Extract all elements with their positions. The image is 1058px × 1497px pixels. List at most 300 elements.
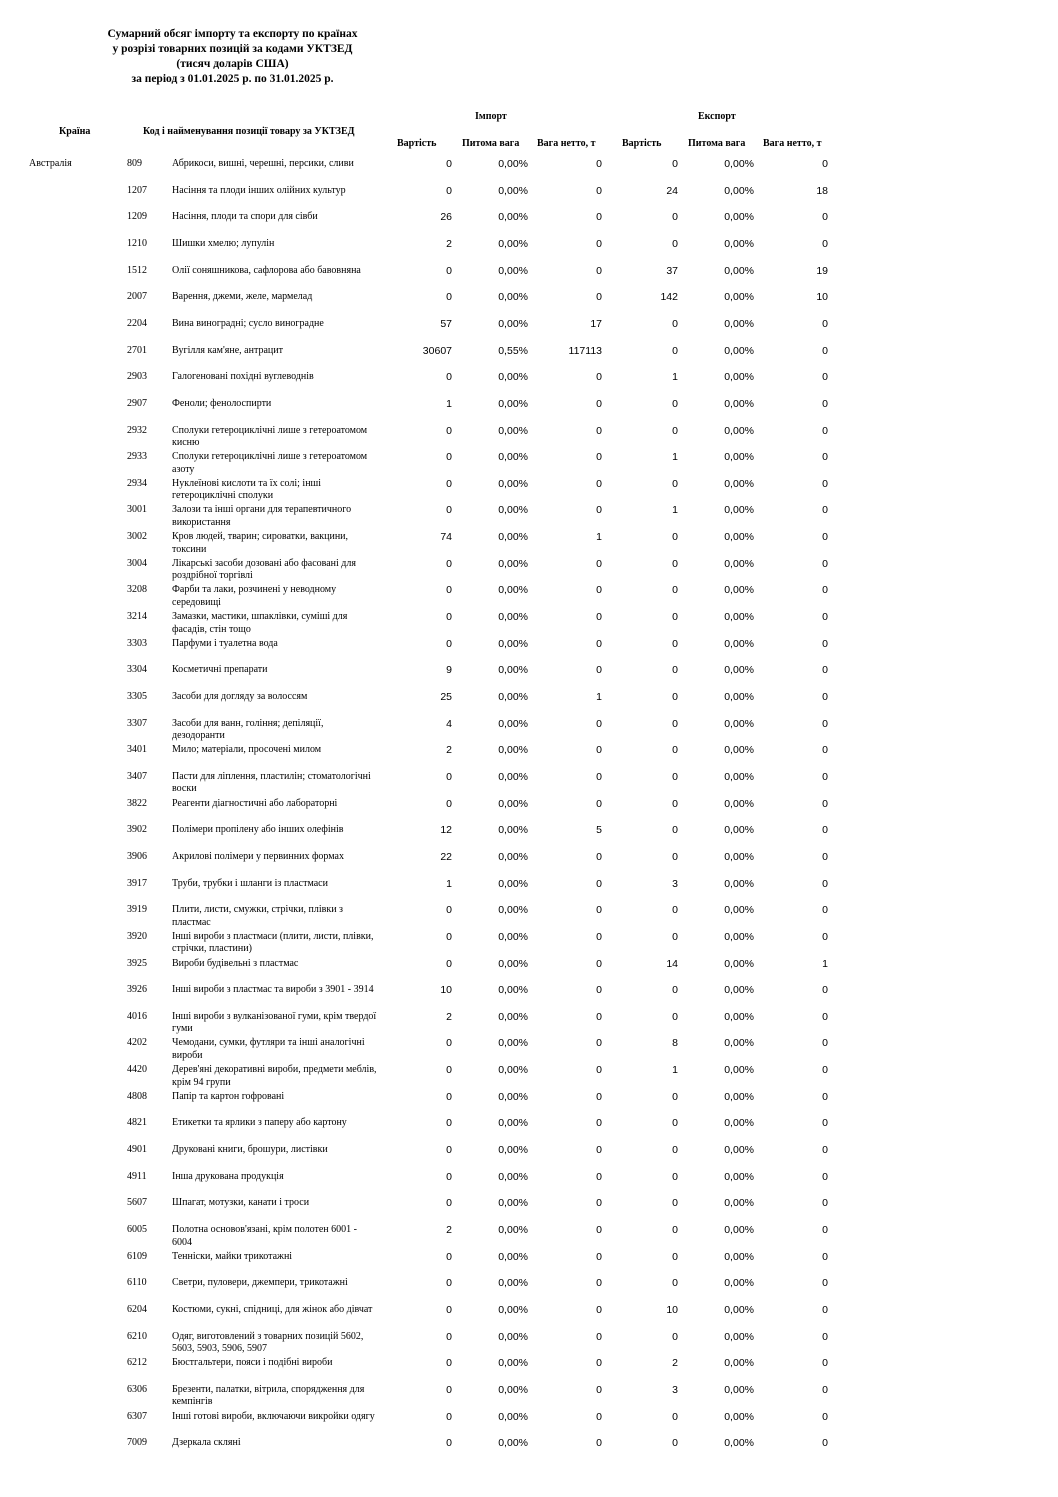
name-cell: Дерев'яні декоративні вироби, предмети меблів, крім 94 групи bbox=[172, 1064, 377, 1088]
import-value-cell: 0 bbox=[446, 1197, 452, 1210]
name-cell: Мило; матеріали, просочені милом bbox=[172, 744, 322, 756]
import-weight-cell: 0 bbox=[596, 397, 602, 410]
table-row bbox=[0, 638, 1058, 664]
import-value-cell: 22 bbox=[440, 850, 452, 863]
name-cell: Плити, листи, смужки, стрічки, плівки з пластмас bbox=[172, 904, 343, 928]
name-cell: Друковані книги, брошури, листівки bbox=[172, 1144, 328, 1156]
code-cell: 2204 bbox=[127, 317, 147, 329]
import-weight-cell: 0 bbox=[596, 264, 602, 277]
import-value-cell: 0 bbox=[446, 504, 452, 517]
table-row bbox=[0, 371, 1058, 397]
name-cell: Пасти для ліплення, пластилін; стоматологічні воски bbox=[172, 770, 371, 795]
import-weight-cell: 0 bbox=[596, 237, 602, 250]
table-row bbox=[0, 1384, 1058, 1410]
name-cell: Інші готові вироби, включаючи викройки одягу bbox=[172, 1410, 375, 1422]
export-share-cell: 0,00% bbox=[724, 424, 754, 437]
name-cell: Замазки, мастики, шпаклівки, суміші для фасадів, стін тощо bbox=[172, 611, 348, 635]
import-weight-cell: 0 bbox=[596, 211, 602, 224]
import-weight-cell: 0 bbox=[596, 504, 602, 517]
name-cell: Акрилові полімери у первинних формах bbox=[172, 850, 344, 862]
name-cell: Насіння, плоди та спори для сівби bbox=[172, 211, 318, 223]
code-cell: 3214 bbox=[127, 611, 147, 623]
export-value-cell: 10 bbox=[666, 1303, 678, 1316]
import-value-cell: 2 bbox=[446, 744, 452, 757]
export-share-cell: 0,00% bbox=[724, 1437, 754, 1450]
export-weight-cell: 0 bbox=[822, 611, 828, 624]
import-value-cell: 10 bbox=[440, 984, 452, 997]
code-cell: 3303 bbox=[127, 637, 147, 649]
export-share-cell: 0,00% bbox=[724, 797, 754, 810]
import-share-cell: 0,00% bbox=[498, 664, 528, 677]
header-export-share: Питома вага bbox=[688, 138, 746, 149]
import-share-cell: 0,00% bbox=[498, 1383, 528, 1396]
export-share-cell: 0,00% bbox=[724, 744, 754, 757]
export-value-cell: 0 bbox=[672, 317, 678, 330]
code-cell: 6109 bbox=[127, 1250, 147, 1262]
import-share-cell: 0,00% bbox=[498, 1250, 528, 1263]
import-weight-cell: 0 bbox=[596, 637, 602, 650]
export-value-cell: 0 bbox=[672, 584, 678, 597]
table-row bbox=[0, 584, 1058, 610]
import-weight-cell: 0 bbox=[596, 1010, 602, 1023]
export-weight-cell: 0 bbox=[822, 1410, 828, 1423]
table-row bbox=[0, 291, 1058, 317]
table-row bbox=[0, 1411, 1058, 1437]
import-value-cell: 2 bbox=[446, 1010, 452, 1023]
name-cell: Одяг, виготовлений з товарних позицій 5602, 5603, 5903, 5906, 5907 bbox=[172, 1330, 364, 1355]
import-weight-cell: 0 bbox=[596, 1064, 602, 1077]
import-value-cell: 0 bbox=[446, 1303, 452, 1316]
header-export-weight: Вага нетто, т bbox=[763, 138, 822, 149]
export-share-cell: 0,00% bbox=[724, 1037, 754, 1050]
code-cell: 4808 bbox=[127, 1090, 147, 1102]
import-weight-cell: 1 bbox=[596, 691, 602, 703]
name-cell: Залози та інші органи для терапевтичного використання bbox=[172, 504, 352, 528]
import-share-cell: 0,00% bbox=[498, 1037, 528, 1050]
export-share-cell: 0,00% bbox=[724, 637, 754, 650]
export-share-cell: 0,00% bbox=[724, 344, 754, 357]
import-weight-cell: 0 bbox=[596, 477, 602, 490]
export-value-cell: 0 bbox=[672, 1170, 678, 1183]
export-share-cell: 0,00% bbox=[724, 824, 754, 837]
header-country: Країна bbox=[59, 126, 91, 137]
export-value-cell: 2 bbox=[672, 1357, 678, 1370]
export-value-cell: 0 bbox=[672, 1144, 678, 1157]
table-row bbox=[0, 265, 1058, 291]
export-weight-cell: 0 bbox=[822, 930, 828, 943]
export-share-cell: 0,00% bbox=[724, 1330, 754, 1343]
export-value-cell: 1 bbox=[672, 451, 678, 464]
name-cell: Светри, пуловери, джемпери, трикотажні bbox=[172, 1277, 348, 1289]
export-value-cell: 0 bbox=[672, 237, 678, 250]
export-weight-cell: 0 bbox=[822, 158, 828, 170]
import-weight-cell: 0 bbox=[596, 1303, 602, 1316]
import-share-cell: 0,00% bbox=[498, 691, 528, 703]
import-value-cell: 0 bbox=[446, 797, 452, 810]
name-cell: Костюми, сукні, спідниці, для жінок або дівчат bbox=[172, 1303, 373, 1315]
import-value-cell: 0 bbox=[446, 1330, 452, 1343]
export-weight-cell: 0 bbox=[822, 1250, 828, 1263]
name-cell: Галогеновані похідні вуглеводнів bbox=[172, 371, 314, 383]
title-line-2: у розрізі товарних позицій за кодами УКТЗЕД bbox=[112, 43, 353, 55]
table-row bbox=[0, 558, 1058, 584]
table-row bbox=[0, 1064, 1058, 1090]
export-share-cell: 0,00% bbox=[724, 1197, 754, 1210]
import-weight-cell: 0 bbox=[596, 850, 602, 863]
import-share-cell: 0,00% bbox=[498, 637, 528, 650]
table-row bbox=[0, 211, 1058, 237]
header-import: Імпорт bbox=[475, 111, 507, 122]
import-value-cell: 0 bbox=[446, 904, 452, 917]
import-weight-cell: 0 bbox=[596, 930, 602, 943]
export-value-cell: 0 bbox=[672, 664, 678, 677]
export-share-cell: 0,00% bbox=[724, 1277, 754, 1290]
import-share-cell: 0,00% bbox=[498, 797, 528, 810]
export-weight-cell: 0 bbox=[822, 1277, 828, 1290]
export-share-cell: 0,00% bbox=[724, 264, 754, 277]
table-row bbox=[0, 451, 1058, 477]
import-share-cell: 0,00% bbox=[498, 371, 528, 384]
name-cell: Засоби для ванн, гоління; депіляції, дезодоранти bbox=[172, 717, 324, 742]
name-cell: Шишки хмелю; лупулін bbox=[172, 237, 275, 249]
export-value-cell: 3 bbox=[672, 1383, 678, 1396]
export-value-cell: 0 bbox=[672, 344, 678, 357]
import-share-cell: 0,00% bbox=[498, 264, 528, 277]
import-value-cell: 0 bbox=[446, 451, 452, 464]
import-share-cell: 0,00% bbox=[498, 531, 528, 544]
export-weight-cell: 0 bbox=[822, 824, 828, 837]
header-code-name: Код і найменування позиції товару за УКТЗЕД bbox=[143, 126, 355, 137]
import-share-cell: 0,00% bbox=[498, 504, 528, 517]
import-value-cell: 0 bbox=[446, 584, 452, 597]
import-weight-cell: 0 bbox=[596, 158, 602, 170]
export-weight-cell: 0 bbox=[822, 397, 828, 410]
table-row bbox=[0, 185, 1058, 211]
export-value-cell: 14 bbox=[666, 957, 678, 970]
export-weight-cell: 0 bbox=[822, 504, 828, 517]
table-row bbox=[0, 611, 1058, 637]
table-row bbox=[0, 1331, 1058, 1357]
table-row bbox=[0, 1224, 1058, 1250]
export-weight-cell: 0 bbox=[822, 744, 828, 757]
code-cell: 4016 bbox=[127, 1010, 147, 1022]
import-value-cell: 0 bbox=[446, 1250, 452, 1263]
export-share-cell: 0,00% bbox=[724, 1224, 754, 1236]
import-value-cell: 0 bbox=[446, 1037, 452, 1050]
export-share-cell: 0,00% bbox=[724, 957, 754, 970]
import-share-cell: 0,00% bbox=[498, 1303, 528, 1316]
export-value-cell: 0 bbox=[672, 1090, 678, 1103]
name-cell: Олії соняшникова, сафлорова або бавовняна bbox=[172, 264, 361, 276]
export-value-cell: 0 bbox=[672, 531, 678, 544]
export-value-cell: 37 bbox=[666, 264, 678, 277]
import-share-cell: 0,00% bbox=[498, 850, 528, 863]
import-value-cell: 26 bbox=[440, 211, 452, 224]
export-value-cell: 24 bbox=[666, 184, 678, 197]
table-row bbox=[0, 718, 1058, 744]
export-value-cell: 0 bbox=[672, 158, 678, 170]
export-share-cell: 0,00% bbox=[724, 1144, 754, 1157]
name-cell: Чемодани, сумки, футляри та інші аналогічні вироби bbox=[172, 1037, 365, 1061]
export-value-cell: 0 bbox=[672, 637, 678, 650]
import-value-cell: 0 bbox=[446, 611, 452, 624]
export-weight-cell: 0 bbox=[822, 1170, 828, 1183]
export-share-cell: 0,00% bbox=[724, 1117, 754, 1130]
code-cell: 1210 bbox=[127, 237, 147, 249]
import-share-cell: 0,00% bbox=[498, 1117, 528, 1130]
export-weight-cell: 0 bbox=[822, 1224, 828, 1236]
export-weight-cell: 0 bbox=[822, 1037, 828, 1050]
table-row bbox=[0, 345, 1058, 371]
name-cell: Шпагат, мотузки, канати і троси bbox=[172, 1197, 310, 1209]
import-value-cell: 0 bbox=[446, 1117, 452, 1130]
table-row bbox=[0, 1197, 1058, 1223]
import-share-cell: 0,00% bbox=[498, 744, 528, 757]
export-weight-cell: 0 bbox=[822, 904, 828, 917]
code-cell: 3305 bbox=[127, 691, 147, 702]
name-cell: Варення, джеми, желе, мармелад bbox=[172, 291, 313, 303]
name-cell: Бюстгальтери, пояси і подібні вироби bbox=[172, 1357, 333, 1369]
name-cell: Полімери пропілену або інших олефінів bbox=[172, 824, 344, 836]
import-value-cell: 30607 bbox=[422, 344, 452, 357]
import-value-cell: 4 bbox=[446, 717, 452, 730]
import-value-cell: 25 bbox=[440, 691, 452, 703]
export-weight-cell: 0 bbox=[822, 1383, 828, 1396]
import-weight-cell: 0 bbox=[596, 557, 602, 570]
code-cell: 3407 bbox=[127, 770, 147, 782]
import-value-cell: 0 bbox=[446, 264, 452, 277]
import-value-cell: 1 bbox=[446, 397, 452, 410]
export-share-cell: 0,00% bbox=[724, 1303, 754, 1316]
import-share-cell: 0,00% bbox=[498, 1357, 528, 1370]
name-cell: Полотна основов'язані, крім полотен 6001 - 6004 bbox=[172, 1224, 357, 1248]
import-share-cell: 0,00% bbox=[498, 770, 528, 783]
import-share-cell: 0,00% bbox=[498, 611, 528, 624]
export-weight-cell: 0 bbox=[822, 317, 828, 330]
import-share-cell: 0,00% bbox=[498, 1410, 528, 1423]
import-share-cell: 0,00% bbox=[498, 291, 528, 304]
import-value-cell: 0 bbox=[446, 557, 452, 570]
export-share-cell: 0,00% bbox=[724, 1250, 754, 1263]
export-value-cell: 1 bbox=[672, 371, 678, 384]
export-weight-cell: 1 bbox=[822, 957, 828, 970]
export-weight-cell: 0 bbox=[822, 211, 828, 224]
table-row bbox=[0, 425, 1058, 451]
code-cell: 6307 bbox=[127, 1410, 147, 1422]
import-share-cell: 0,00% bbox=[498, 1224, 528, 1236]
import-value-cell: 0 bbox=[446, 1144, 452, 1157]
table-row bbox=[0, 1037, 1058, 1063]
export-share-cell: 0,00% bbox=[724, 557, 754, 570]
name-cell: Тенніски, майки трикотажні bbox=[172, 1250, 293, 1262]
table-row bbox=[0, 1357, 1058, 1383]
export-weight-cell: 0 bbox=[822, 1117, 828, 1130]
import-value-cell: 0 bbox=[446, 1277, 452, 1290]
code-cell: 3920 bbox=[127, 930, 147, 942]
import-weight-cell: 17 bbox=[590, 317, 602, 330]
import-weight-cell: 0 bbox=[596, 371, 602, 384]
code-cell: 2933 bbox=[127, 451, 147, 463]
import-value-cell: 2 bbox=[446, 237, 452, 250]
name-cell: Вугілля кам'яне, антрацит bbox=[172, 344, 283, 356]
import-value-cell: 0 bbox=[446, 1064, 452, 1077]
import-share-cell: 0,00% bbox=[498, 237, 528, 250]
export-share-cell: 0,00% bbox=[724, 984, 754, 997]
name-cell: Вина виноградні; сусло виноградне bbox=[172, 317, 324, 329]
code-cell: 3304 bbox=[127, 664, 147, 676]
table-row bbox=[0, 798, 1058, 824]
export-share-cell: 0,00% bbox=[724, 504, 754, 517]
code-cell: 3001 bbox=[127, 504, 147, 516]
code-cell: 4901 bbox=[127, 1144, 147, 1156]
export-share-cell: 0,00% bbox=[724, 451, 754, 464]
header-import-weight: Вага нетто, т bbox=[537, 138, 596, 149]
import-value-cell: 0 bbox=[446, 1170, 452, 1183]
code-cell: 2903 bbox=[127, 371, 147, 383]
export-share-cell: 0,00% bbox=[724, 211, 754, 224]
import-value-cell: 0 bbox=[446, 1410, 452, 1423]
import-weight-cell: 0 bbox=[596, 664, 602, 677]
export-weight-cell: 0 bbox=[822, 424, 828, 437]
name-cell: Папір та картон гофровані bbox=[172, 1090, 285, 1102]
export-weight-cell: 0 bbox=[822, 451, 828, 464]
import-weight-cell: 0 bbox=[596, 1330, 602, 1343]
code-cell: 809 bbox=[127, 158, 142, 169]
name-cell: Парфуми і туалетна вода bbox=[172, 637, 278, 649]
export-share-cell: 0,00% bbox=[724, 1064, 754, 1077]
import-value-cell: 12 bbox=[440, 824, 452, 837]
import-weight-cell: 0 bbox=[596, 451, 602, 464]
export-value-cell: 0 bbox=[672, 557, 678, 570]
table-row bbox=[0, 1144, 1058, 1170]
name-cell: Нуклеїнові кислоти та їх солі; інші гетероциклічні сполуки bbox=[172, 477, 322, 502]
import-value-cell: 0 bbox=[446, 1090, 452, 1103]
import-share-cell: 0,00% bbox=[498, 1010, 528, 1023]
import-weight-cell: 0 bbox=[596, 797, 602, 810]
import-share-cell: 0,00% bbox=[498, 1197, 528, 1210]
export-value-cell: 0 bbox=[672, 1224, 678, 1236]
import-share-cell: 0,00% bbox=[498, 984, 528, 997]
import-weight-cell: 5 bbox=[596, 824, 602, 837]
export-value-cell: 0 bbox=[672, 904, 678, 917]
title-line-4: за період з 01.01.2025 р. по 31.01.2025 р. bbox=[131, 73, 334, 85]
table-row bbox=[0, 691, 1058, 717]
name-cell: Засоби для догляду за волоссям bbox=[172, 691, 308, 702]
import-share-cell: 0,00% bbox=[498, 1144, 528, 1157]
table-row bbox=[0, 1117, 1058, 1143]
export-value-cell: 0 bbox=[672, 984, 678, 997]
export-value-cell: 3 bbox=[672, 877, 678, 890]
table-row bbox=[0, 878, 1058, 904]
header-import-share: Питома вага bbox=[462, 138, 520, 149]
import-weight-cell: 0 bbox=[596, 1117, 602, 1130]
import-value-cell: 1 bbox=[446, 877, 452, 890]
import-value-cell: 0 bbox=[446, 184, 452, 197]
name-cell: Фарби та лаки, розчинені у неводному середовищі bbox=[172, 584, 337, 608]
import-value-cell: 9 bbox=[446, 664, 452, 677]
report-title bbox=[60, 27, 405, 87]
code-cell: 3926 bbox=[127, 984, 147, 996]
header-import-value: Вартість bbox=[397, 138, 437, 149]
export-value-cell: 8 bbox=[672, 1037, 678, 1050]
import-weight-cell: 0 bbox=[596, 291, 602, 304]
import-weight-cell: 0 bbox=[596, 1224, 602, 1236]
table-row bbox=[0, 478, 1058, 504]
import-weight-cell: 0 bbox=[596, 584, 602, 597]
table-row bbox=[0, 158, 1058, 184]
code-cell: 2932 bbox=[127, 424, 147, 436]
import-share-cell: 0,00% bbox=[498, 1330, 528, 1343]
export-share-cell: 0,00% bbox=[724, 611, 754, 624]
code-cell: 7009 bbox=[127, 1437, 147, 1449]
table-row bbox=[0, 1304, 1058, 1330]
table-row bbox=[0, 531, 1058, 557]
export-weight-cell: 0 bbox=[822, 1197, 828, 1210]
code-cell: 5607 bbox=[127, 1197, 147, 1209]
export-value-cell: 0 bbox=[672, 744, 678, 757]
code-cell: 2907 bbox=[127, 397, 147, 409]
table-row bbox=[0, 504, 1058, 530]
export-share-cell: 0,00% bbox=[724, 1383, 754, 1396]
code-cell: 4821 bbox=[127, 1117, 147, 1129]
export-share-cell: 0,00% bbox=[724, 1010, 754, 1023]
import-share-cell: 0,00% bbox=[498, 584, 528, 597]
export-weight-cell: 19 bbox=[816, 264, 828, 277]
code-cell: 1512 bbox=[127, 264, 147, 276]
code-cell: 3004 bbox=[127, 557, 147, 569]
import-value-cell: 2 bbox=[446, 1224, 452, 1236]
export-weight-cell: 0 bbox=[822, 797, 828, 810]
table-row bbox=[0, 904, 1058, 930]
table-row bbox=[0, 958, 1058, 984]
export-weight-cell: 0 bbox=[822, 877, 828, 890]
table-row bbox=[0, 771, 1058, 797]
export-value-cell: 0 bbox=[672, 824, 678, 837]
import-weight-cell: 0 bbox=[596, 984, 602, 997]
code-cell: 3925 bbox=[127, 957, 147, 969]
name-cell: Сполуки гетероциклічні лише з гетероатомом кисню bbox=[172, 424, 368, 448]
table-row bbox=[0, 931, 1058, 957]
import-weight-cell: 0 bbox=[596, 877, 602, 890]
import-weight-cell: 0 bbox=[596, 1383, 602, 1396]
export-weight-cell: 10 bbox=[816, 291, 828, 304]
code-cell: 2701 bbox=[127, 344, 147, 356]
import-weight-cell: 1 bbox=[596, 531, 602, 544]
export-weight-cell: 0 bbox=[822, 371, 828, 384]
name-cell: Дзеркала скляні bbox=[172, 1437, 241, 1449]
code-cell: 1207 bbox=[127, 184, 147, 196]
import-share-cell: 0,00% bbox=[498, 957, 528, 970]
code-cell: 6005 bbox=[127, 1224, 147, 1235]
export-share-cell: 0,00% bbox=[724, 770, 754, 783]
table-row bbox=[0, 744, 1058, 770]
export-value-cell: 0 bbox=[672, 691, 678, 703]
export-weight-cell: 0 bbox=[822, 1010, 828, 1023]
import-share-cell: 0,00% bbox=[498, 397, 528, 410]
code-cell: 1209 bbox=[127, 211, 147, 223]
export-share-cell: 0,00% bbox=[724, 371, 754, 384]
export-value-cell: 0 bbox=[672, 850, 678, 863]
table-row bbox=[0, 398, 1058, 424]
import-value-cell: 57 bbox=[440, 317, 452, 330]
import-value-cell: 0 bbox=[446, 1357, 452, 1370]
export-weight-cell: 0 bbox=[822, 1303, 828, 1316]
import-share-cell: 0,00% bbox=[498, 824, 528, 837]
export-weight-cell: 0 bbox=[822, 1357, 828, 1370]
import-weight-cell: 0 bbox=[596, 770, 602, 783]
export-value-cell: 0 bbox=[672, 770, 678, 783]
export-share-cell: 0,00% bbox=[724, 317, 754, 330]
